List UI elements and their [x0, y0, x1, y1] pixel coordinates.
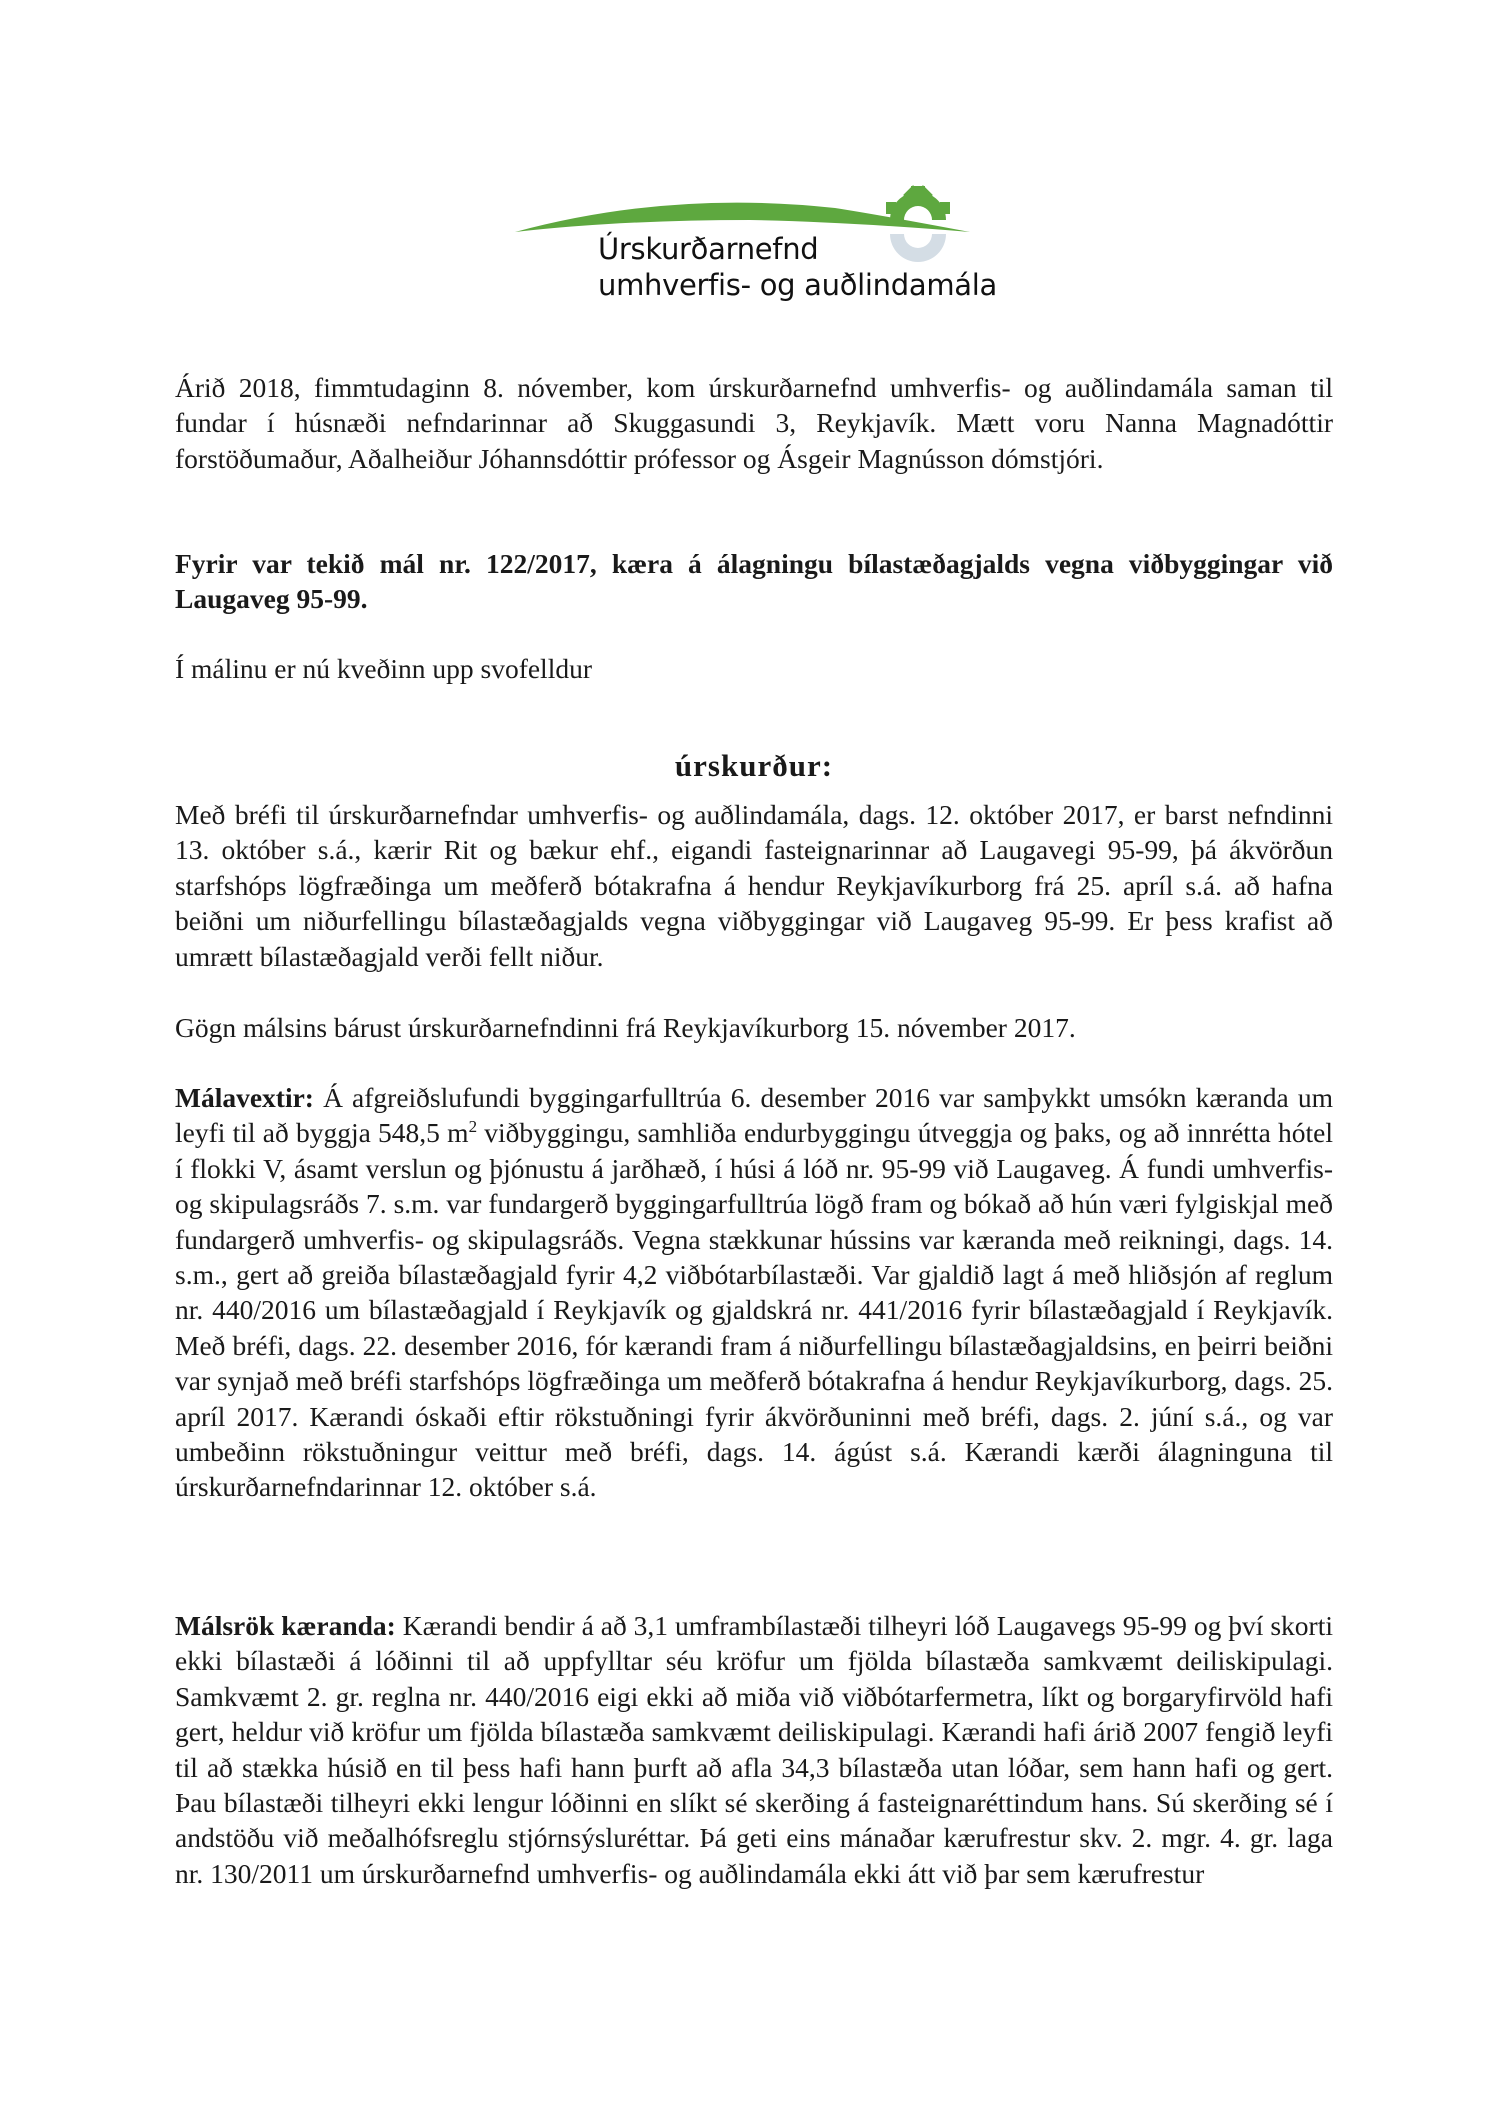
- facts-label: Málavextir:: [175, 1082, 314, 1113]
- intro-paragraph: Árið 2018, fimmtudaginn 8. nóvember, kom úrskurðarnefnd umhverfis- og auðlindamála saman til fundar í húsnæði nefndarinnar að Skuggasundi 3, Reykjavík. Mætt voru Nanna Magnadóttir forstöðumaður, Aðalheiður Jóhannsdóttir prófessor og Ásgeir Magnússon dómstjóri.: [175, 372, 1333, 474]
- facts-text-2: viðbyggingu, samhliða endurbyggingu útveggja og þaks, og að innrétta hótel í flokki V, ásamt verslun og þjónustu á jarðhæð, í húsi á lóð nr. 95-99 við Laugaveg. Á fundi umhverfis- og skipulagsráðs 7. s.m. var fundargerð byggingarfulltrúa lögð fram og bókað að hún væri fylgiskjal með fundargerð umhverfis- og skipulagsráðs. Vegna stækkunar hússins var kæranda með reikningi, dags. 14. s.m., gert að greiða bílastæðagjald fyrir 4,2 viðbótarbílastæði. Var gjaldið lagt á með hliðsjón af reglum nr. 440/2016 um bílastæðagjald í Reykjavík og gjaldskrá nr. 441/2016 fyrir bílastæðagjald í Reykjavík. Með bréfi, dags. 22. desember 2016, fór kærandi fram á niðurfellingu bílastæðagjaldsins, en þeirri beiðni var synjað með bréfi starfshóps lögfræðinga um meðferð bótakrafna á hendur Reykjavíkurborg, dags. 25. apríl 2017. Kærandi óskaði eftir rökstuðningi fyrir ákvörðuninni með bréfi, dags. 2. júní s.á., og var umbeðinn rökstuðningur veittur með bréfi, dags. 14. ágúst s.á. Kærandi kærði álagninguna til úrskurðarnefndarinnar 12. október s.á.: [175, 1117, 1333, 1503]
- ruling-heading: úrskurður:: [674, 748, 834, 783]
- facts-paragraph: [175, 1080, 1333, 1505]
- logo-title-line2: umhverfis- og auðlindamála: [598, 268, 997, 302]
- committee-logo: [500, 170, 1000, 330]
- arguments-text: Kærandi bendir á að 3,1 umframbílastæði tilheyri lóð Laugavegs 95-99 og því skorti ekki bílastæði á lóðinni til að uppfylltar séu kröfur um fjölda bílastæða samkvæmt deiliskipulagi. Samkvæmt 2. gr. reglna nr. 440/2016 eigi ekki að miða við viðbótarfermetra, líkt og borgaryfirvöld hafi gert, heldur við kröfur um fjölda bílastæða samkvæmt deiliskipulagi. Kærandi hafi árið 2007 fengið leyfi til að stækka húsið en til þess hafi hann þurft að afla 34,3 bílastæða utan lóðar, sem hann hafi og gert. Þau bílastæði tilheyri ekki lengur lóðinni en slíkt sé skerðing á fasteignaréttindum hans. Sú skerðing sé í andstöðu við meðalhófsreglu stjórnsýsluréttar. Þá geti eins mánaðar kærufrestur skv. 2. mgr. 4. gr. laga nr. 130/2011 um úrskurðarnefnd umhverfis- og auðlindamála ekki átt við þar sem kærufrestur: [175, 1610, 1333, 1889]
- documents-paragraph: Gögn málsins bárust úrskurðarnefndinni frá Reykjavíkurborg 15. nóvember 2017.: [175, 1012, 1076, 1043]
- complaint-paragraph: Með bréfi til úrskurðarnefndar umhverfis- og auðlindamála, dags. 12. október 2017, er barst nefndinni 13. október s.á., kærir Rit og bækur ehf., eigandi fasteignarinnar að Laugavegi 95-99, þá ákvörðun starfshóps lögfræðinga um meðferð bótakrafna á hendur Reykjavíkurborg frá 25. apríl s.á. að hafna beiðni um niðurfellingu bílastæðagjalds vegna viðbyggingar við Laugaveg 95-99. Er þess krafist að umrætt bílastæðagjald verði fellt niður.: [175, 799, 1333, 972]
- facts-text-1: Á afgreiðslufundi byggingarfulltrúa 6. desember 2016 var samþykkt umsókn kæranda um leyfi til að byggja 548,5 m: [175, 1082, 1333, 1149]
- logo-title-line1: Úrskurðarnefnd: [598, 232, 819, 266]
- ruling-intro: Í málinu er nú kveðinn upp svofelldur: [175, 653, 592, 684]
- arguments-label: Málsrök kæranda:: [175, 1610, 396, 1641]
- arguments-paragraph: [175, 1608, 1333, 1891]
- case-title: Fyrir var tekið mál nr. 122/2017, kæra á álagningu bílastæðagjalds vegna viðbyggingar við Laugaveg 95-99.: [175, 548, 1333, 615]
- facts-superscript: 2: [468, 1117, 478, 1137]
